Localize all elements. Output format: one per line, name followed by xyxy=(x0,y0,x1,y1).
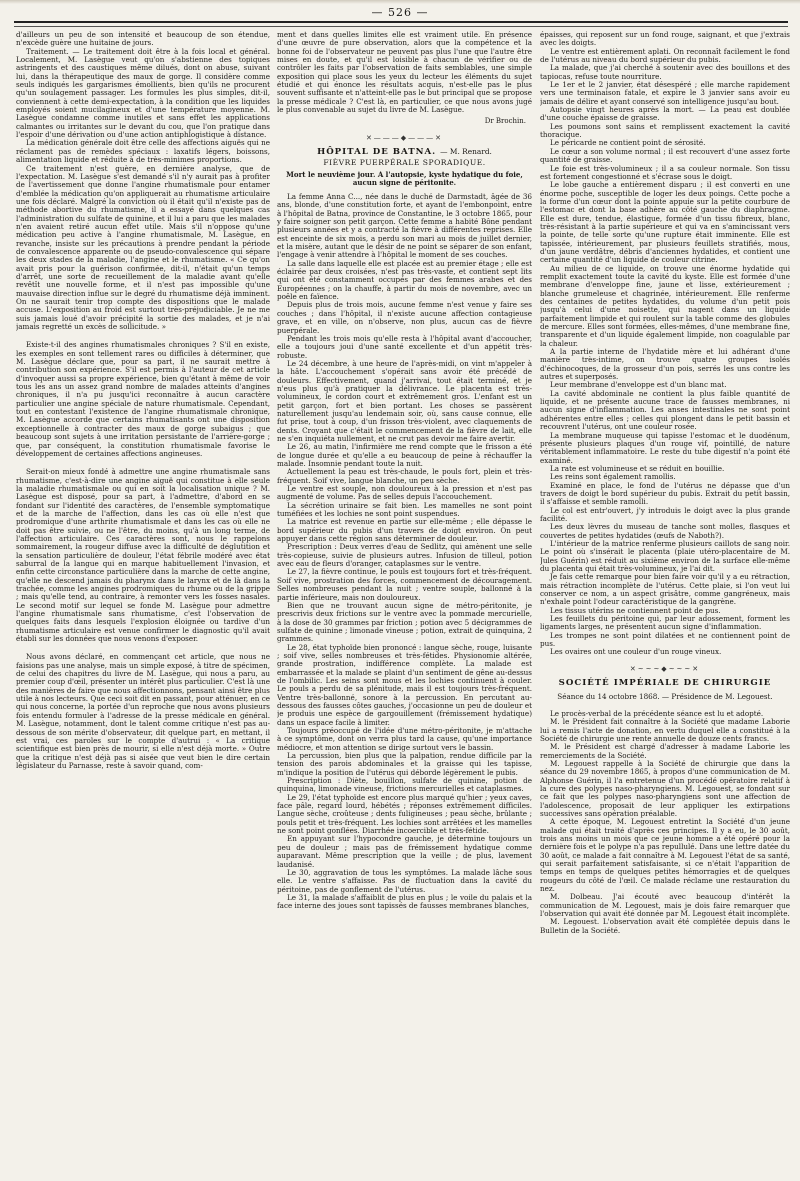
paragraph: Ce traitement n'est guère, en dernière analyse, que de l'expectation. M. Lasègue s'est demandé s'il n'y aurait pas à profiter de l'avertissement que donne l'angine rhumatismale pour entamer d'emblée la médication qu'on appliquerait au rhumatisme articulaire une fois déclaré. Malgré la conviction où il était qu'il n'existe pas de méthode abortive du rhumatisme, il a essayé dans quelques cas l'administration du sulfate de quinine, et il lui a paru que les malades n'en avaient retiré aucun effet utile. Mais s'il n'oppose qu'une médication peu active à l'angine rhumatismale, M. Lasègue, en revanche, insiste sur les précautions à prendre pendant la période de convalescence apparente ou de pseudo-convalescence qui sépare les deux stades de la maladie, l'angine et le rhumatisme. « Ce qu'on avait pris pour la guérison confirmée, dit-il, n'était qu'un temps d'arrêt, une sorte de recueillement de la maladie avant qu'elle revêtît une nouvelle forme, et il n'est pas impossible qu'une mauvaise direction influe sur le degré du rhumatisme déjà imminent. On ne saurait tenir trop compte des dispositions que le malade accuse. L'exposition au froid est surtout très-préjudiciable. Je ne me suis jamais loué d'avoir précipité la sortie des malades, et je n'ai jamais regretté un excès de sollicitude. » xyxy=(16,163,270,332)
paragraph: La matrice est revenue en partie sur elle-même ; elle dépasse le bord supérieur du pubis d'un travers de doigt environ. On peut appuyer dans cette région sans déterminer de douleur. xyxy=(277,517,532,544)
paragraph: La membrane muqueuse qui tapisse l'estomac et le duodénum, présente plusieurs plaques d'un rouge vif, pointillé, de nature véritablement inflammatoire. Le reste du tube digestif n'a point été examiné. xyxy=(540,430,790,465)
paragraph: Le 24 décembre, à une heure de l'après-midi, on vint m'appeler à la hâte. L'accouchement s'opérait sans avoir été précédé de douleurs. Effectivement, quand j'arrivai, tout était terminé, et je n'eus plus qu'à pratiquer la délivrance. Le placenta est très-volumineux, le cordon court et extrêmement gros. L'enfant est un petit garçon, fort et bien portant. Les choses se passèrent naturellement jusqu'au lendemain soir, où, sans cause connue, elle fut prise, tout à coup, d'un frisson très-violent, avec claquements de dents. Croyant que c'était le commencement de la fièvre de lait, elle ne s'en inquiéta nullement, et ne crut pas devoir me faire avertir. xyxy=(277,358,532,443)
paragraph: Les feuillets du péritoine qui, par leur adossement, forment les ligaments larges, ne présentent aucun signe d'inflammation. xyxy=(540,614,790,632)
paragraph: Nous avons déclaré, en commençant cet article, que nous ne faisions pas une analyse, mais un simple exposé, à titre de spécimen, de celui des chapitres du livre de M. Lasègue, qui nous a paru, au premier coup d'œil, présenter un intérêt plus particulier. C'est là une des manières de faire que nous affectionnons, pensant ainsi être plus utile à nos lecteurs. Que ceci soit dit en passant, pour atténuer, en ce qui nous concerne, la portée d'un reproche que nous avons plusieurs fois entendu formuler à l'adresse de la presse médicale en général. M. Lasègue, notamment, dont le talent comme critique n'est pas au-dessous de son mérite d'observateur, dit quelque part, en mettant, il est vrai, ces paroles sur le compte d'autrui : « La critique scientifique est bien près de mourir, si elle n'est déjà morte. » Outre que la critique n'est déjà pas si aisée que veut bien le dire certain législateur du Parnasse, reste à savoir quand, com- xyxy=(16,652,270,770)
paragraph: M. Legouest. L'observation avait été complétée depuis dans le Bulletin de la Société. xyxy=(540,917,790,935)
paragraph: Au milieu de ce liquide, on trouve une énorme hydatide qui remplit exactement toute la cavité du kyste. Elle est formée d'une membrane d'enveloppe fine, jaune et lisse, extérieurement ; blanche grumeleuse et chagrinée, intérieurement. Elle renferme des centaines de petites hydatides, du volume d'un petit pois jusqu'à celui d'une noisette, qui nagent dans un liquide parfaitement limpide et qui roulent sur la table comme des globules de mercure. Elles sont formées, elles-mêmes, d'une membrane fine, transparente et d'un liquide également limpide, non coagulable par la chaleur. xyxy=(540,263,790,348)
paragraph: Le 29, l'état typhoïde est encore plus marqué qu'hier ; yeux caves, face pâle, regard lourd, hébétés ; réponses extrêmement difficiles. Langue sèche, croûteuse ; dents fuligineuses ; peau sèche, brûlante ; pouls petit et très-fréquent. Les lochies sont arrêtées et les mamelles ne sont point gonflées. Diarrhée incoercible et très-fétide. xyxy=(277,792,532,836)
section-title: HÔPITAL DE BATNA. xyxy=(317,147,437,158)
paragraph: Le 28, état typhoïde bien prononcé : langue sèche, rouge, luisante ; soif vive, selles nombreuses et très-fétides. Physionomie altérée, grande prostration, indifférence complète. La malade est embarrassée et la malade se plaint d'un sentiment de gêne au-dessus de l'ombilic. Les seins sont mous et les lochies continuent à couler. Le pouls a perdu de sa plénitude, mais il est toujours très-fréquent. Ventre très-ballonné, sonore à la percussion. En percutant au-dessous des fausses côtes gauches, j'occasionne un peu de douleur et je produis une espèce de gargouillement (frémissement hydatique) dans un espace facile à limiter. xyxy=(277,642,532,727)
paragraph: Prescription : Diète, bouillon, sulfate de quinine, potion de quinquina, limonade vineuse, frictions mercurielles et cataplasmes. xyxy=(277,776,532,794)
paragraph: Je fais cette remarque pour bien faire voir qu'il y a eu rétraction, mais rétraction incomplète de l'utérus. Cette plaie, si l'on veut lui conserver ce nom, a un aspect grisâtre, comme gangréneux, mais n'exhale point l'odeur caractéristique de la gangrène. xyxy=(540,572,790,607)
case-title: Mort le neuvième jour. A l'autopsie, kyste hydatique du foie, aucun signe de péritonite. xyxy=(286,169,523,188)
session-line: Séance du 14 octobre 1868. — Présidence de M. Legouest. xyxy=(557,692,773,702)
paragraph-traitement: Traitement. — Le traitement doit être à la fois local et général. Localement, M. Lasègue veut qu'on s'abstienne des topiques astringents et des caustiques même dilués, dont on abuse, suivant lui, dans la thérapeutique des maux de gorge. Il considère comme seuls indiqués les gargarismes émollients, bien qu'ils ne procurent qu'un soulagement passager. Les formules les plus simples, dit-il, conviennent à cette demi-expectation, à la condition que les liquides employés soient mucilagineux et d'une température moyenne. M. Lasègue condamne comme inutiles et sans effet les applications calmantes ou irritantes sur le devant du cou, que l'on pratique dans l'espoir d'une dérivation ou d'une action antiphlogistique à distance. xyxy=(16,46,270,140)
section-author: — M. Renard. xyxy=(440,147,492,157)
paragraph: Le ventre est souple, non douloureux à la pression et n'est pas augmenté de volume. Pas de selles depuis l'accouchement. xyxy=(277,484,532,502)
section-heading: SOCIÉTÉ IMPÉRIALE DE CHIRURGIE xyxy=(558,678,772,689)
author-signature: Dr Brochin. xyxy=(484,117,526,126)
paragraph: La sécrétion urinaire se fait bien. Les mamelles ne sont point tuméfiées et les lochies ne sont point suspendues. xyxy=(277,500,532,519)
paragraph: A la partie interne de l'hydatide mère et lui adhérant d'une manière très-intime, on trouve quatre groupes isolés d'échinocoques, de la grosseur d'un pois, serrés les uns contre les autres et superposés. xyxy=(540,347,790,382)
paragraph: La médication générale doit être celle des affections aiguës qui ne réclament pas de remèdes spéciaux : laxatifs légers, boissons, alimentation liquide et réduite à de très-minimes proportions. xyxy=(16,138,270,165)
paragraph: Existe-t-il des angines rhumatismales chroniques ? S'il en existe, les exemples en sont tellement rares ou difficiles à déterminer, que M. Lasègue déclare que, pour sa part, il ne saurait mettre à contribution son expérience. S'il est permis à l'auteur de cet article d'invoquer aussi sa propre expérience, bien qu'étant à même de voir tous les ans un assez grand nombre de malades atteints d'angines chroniques, il n'a pu jusqu'ici reconnaître à aucun caractère particulier une angine spéciale de nature rhumatismale. Cependant, tout en contestant l'existence de l'angine rhumatismale chronique, M. Lasègue accorde que certains rhumatisants ont une disposition exceptionnelle à contracter des maux de gorge subaigus ; que beaucoup sont sujets à une irritation persistante de l'arrière-gorge ; que, par conséquent, la constitution rhumatismale favorise le développement de certaines affections angineuses. xyxy=(16,340,270,458)
paragraph: Leur membrane d'enveloppe est d'un blanc mat. xyxy=(550,380,727,390)
paragraph: Les tissus utérins ne contiennent point de pus. xyxy=(550,605,721,615)
paragraph: A cette époque, M. Legouest entretint la Société d'un jeune malade qui était traité d'après ces principes. Il y a eu, le 30 août, trois ans moins un mois que ce jeune homme a été opéré pour la dernière fois et le polype n'a pas repullulé. Dans une lettre datée du 30 août, ce malade a fait connaître à M. Legouest l'état de sa santé, qui serait parfaitement satisfaisante, si ce n'était l'apparition de temps en temps de quelques petites hémorragies et de quelques rougeurs du côté de l'œil. Ce malade réclame une restauration du nez. xyxy=(540,817,790,894)
paragraph: Les ovaires ont une couleur d'un rouge vineux. xyxy=(550,647,722,657)
paragraph: Le cœur a son volume normal ; il est recouvert d'une assez forte quantité de graisse. xyxy=(540,146,790,165)
paragraph: épaisses, qui reposent sur un fond rouge, saignant, et que j'extrais avec les doigts. xyxy=(540,31,790,48)
section-ornament: ✕~~~◆~~~✕ xyxy=(629,664,701,673)
paragraph: Le 1er et le 2 janvier, état désespéré ; elle marche rapidement vers une terminaison fatale, et expire le 3 janvier sans avoir eu jamais de délire et ayant conservé son intelligence jusqu'au bout. xyxy=(540,80,790,106)
header-rule-thick xyxy=(14,21,788,23)
paragraph: Le foie est très-volumineux ; il a sa couleur normale. Son tissu est fortement congestionné et s'écrase sous le doigt. xyxy=(540,163,790,181)
paragraph: M. le Président est chargé d'adresser à madame Laborie les remerciements de la Société. xyxy=(540,742,790,760)
paragraph: Les reins sont également ramollis. xyxy=(550,472,676,482)
header-rule-thin xyxy=(14,26,788,27)
paragraph: Le ventre est entièrement aplati. On reconnaît facilement le fond de l'utérus au niveau du bord supérieur du pubis. xyxy=(540,46,790,65)
section-subtitle: FIÈVRE PUERPÉRALE SPORADIQUE. xyxy=(323,158,486,168)
paragraph: Le 26, au matin, l'infirmière me rend compte que le frisson a été de longue durée et qu'elle a eu beaucoup de peine à réchauffer la malade. Insomnie pendant toute la nuit. xyxy=(277,442,532,468)
paragraph: Serait-on mieux fondé à admettre une angine rhumatismale sans rhumatisme, c'est-à-dire une angine aiguë qui constitue à elle seule la maladie rhumatismale ou qui en soit la localisation unique ? M. Lasègue est disposé, pour sa part, à l'admettre, d'abord en se fondant sur l'identité des caractères, de l'ensemble symptomatique et de la marche de l'affection, dans les cas où elle n'est que prodromique d'une arthrite rhumatismale et dans les cas où elle ne doit pas être suivie, ou ne l'être, du moins, qu'à un long terme, de l'affection articulaire. Ces caractères sont, nous le rappelons sommairement, la rougeur diffuse avec la difficulté de déglutition et la sensation particulière de douleur, l'état fébrile modéré avec état saburral de la langue qui en marque habituellement l'invasion, et enfin cette circonstance particulière dans la marche de cette angine, qu'elle ne descend jamais du pharynx dans le larynx et de là dans la trachée, comme les angines prodromiques du rhume ou de la grippe ; mais qu'elle tend, au contraire, à remonter vers les fosses nasales. Le second motif sur lequel se fonde M. Lasègue pour admettre l'angine rhumatismale sans rhumatisme, c'est l'observation de quelques faits dans lesquels l'explosion éloignée ou tardive d'un rhumatisme articulaire est venue confirmer le diagnostic qu'il avait établi sur les données que nous venons d'exposer. xyxy=(16,467,270,644)
paragraph: L'intérieur de la matrice renferme plusieurs caillots de sang noir. Le point où s'insérait le placenta (plaie utéro-placentaire de M. Jules Guérin) est réduit au sixième environ de la surface elle-même du placenta qui était très-volumineux, je l'ai dit. xyxy=(540,538,790,573)
paragraph: La malade, que j'ai cherché à soutenir avec des bouillons et des tapiocas, refuse toute nourriture. xyxy=(540,63,790,81)
paragraph: Le lobe gauche a entièrement disparu ; il est converti en une énorme poche, susceptible de loger les deux poings. Cette poche a la forme d'un cœur dont la pointe appuie sur la petite courbure de l'estomac et dont la base adhère au côté gauche du diaphragme. Elle est dure, tendue, élastique, formée d'un tissu fibreux, blanc, très-résistant à la partie supérieure et qui va en s'amincissant vers la pointe, de telle sorte qu'une rupture était imminente. Elle est tapissée, intérieurement, par plusieurs feuillets stratifiés, mous, d'un jaune verdâtre, débris d'anciennes hydatides, et contient une certaine quantité d'un liquide de couleur citrine. xyxy=(540,180,790,265)
paragraph: La percussion, bien plus que la palpation, rendue difficile par la tension des parois abdominales et la graisse qui les tapisse, m'indique la position de l'utérus qui déborde légèrement le pubis. xyxy=(277,751,532,777)
paragraph: Actuellement la peau est très-chaude, le pouls fort, plein et très-fréquent. Soif vive, langue blanche, un peu sèche. xyxy=(277,467,532,485)
paragraph: Depuis plus de trois mois, aucune femme n'est venue y faire ses couches ; dans l'hôpital, il n'existe aucune affection contagieuse grave, et en ville, on n'observe, non plus, aucun cas de fièvre puerpérale. xyxy=(277,300,532,335)
paragraph: Examiné en place, le fond de l'utérus ne dépasse que d'un travers de doigt le bord supérieur du pubis. Extrait du petit bassin, il s'affaisse et semble ramolli. xyxy=(540,480,790,507)
paragraph: En appuyant sur l'hypocondre gauche, je détermine toujours un peu de douleur ; mais pas de frémissement hydatique comme auparavant. Même prescription que la veille ; de plus, lavement laudanisé. xyxy=(277,834,532,869)
paragraph: Les deux lèvres du museau de tanche sont molles, flasques et couvertes de petites hydatides (œufs de Naboth?). xyxy=(540,522,790,540)
paragraph: La femme Anna C..., née dans le duché de Darmstadt, âgée de 36 ans, blonde, d'une constitution forte, et ayant de l'embonpoint, entre à l'hôpital de Batna, province de Constantine, le 3 octobre 1865, pour y faire soigner son petit garçon. Cette femme a habité Bône pendant plusieurs années et y a contracté la fièvre à différentes reprises. Elle est enceinte de six mois, a perdu son mari au mois de juillet dernier, et la misère, autant que le désir de ne point se séparer de son enfant, l'engage à venir attendre à l'hôpital le moment de ses couches. xyxy=(277,192,532,260)
paragraph: Autopsie vingt heures après la mort. — La peau est doublée d'une couche épaisse de graisse. xyxy=(540,105,790,123)
paragraph: Le 27, la fièvre continue, le pouls est toujours fort et très-fréquent. Soif vive, prostration des forces, commencement de découragement. Selles nombreuses pendant la nuit ; ventre souple, ballonné à la partie inférieure, mais non douloureux. xyxy=(277,567,532,602)
paragraph: La cavité abdominale ne contient la plus faible quantité de liquide, et ne présente aucune trace de fausses membranes, ni aucun signe d'inflammation. Les anses intestinales ne sont point adhérentes entre elles ; celles qui plongent dans le petit bassin et recouvrent l'utérus, ont une couleur rosée. xyxy=(540,388,790,432)
paragraph: M. Legouest rappelle à la Société de chirurgie que dans la séance du 29 novembre 1865, à propos d'une communication de M. Alphonse Guérin, il l'a entretenue d'un procédé opératoire relatif à la cure des polypes naso-pharyngiens. M. Legouest, se fondant sur ce fait que les polypes naso-pharyngiens sont une affection de l'adolescence, proposait de leur appliquer les extirpations successives sans opération préalable. xyxy=(540,758,790,818)
paragraph: Prescription : Deux verres d'eau de Sedlitz, qui amènent une selle très-copieuse, suivie de plusieurs autres. Infusion de tilleul, potion avec eau de fleurs d'oranger, cataplasmes sur le ventre. xyxy=(277,542,532,569)
paragraph: M. Dolbeau. J'ai écouté avec beaucoup d'intérêt la communication de M. Legouest, mais je dois faire remarquer que l'observation qui avait été donnée par M. Legouest était incomplète. xyxy=(540,892,790,919)
paragraph: Le col est entr'ouvert, j'y introduis le doigt avec la plus grande facilité. xyxy=(540,505,790,523)
paragraph: Pendant les trois mois qu'elle resta à l'hôpital avant d'accoucher, elle a toujours joui d'une santé excellente et d'un appétit très-robuste. xyxy=(277,333,532,360)
paragraph: La salle dans laquelle elle est placée est au premier étage ; elle est éclairée par deux croisées, n'est pas très-vaste, et contient sept lits qui ont été constamment occupés par des femmes arabes et des Européennes ; on la chauffe, à partir du mois de novembre, avec un poêle en faïence. xyxy=(277,258,532,302)
scan-edge-shadow xyxy=(0,0,800,4)
paragraph: Les trompes ne sont point dilatées et ne contiennent point de pus. xyxy=(540,630,790,649)
paragraph: Le 30, aggravation de tous les symptômes. La malade lâche sous elle. Le ventre s'affaisse. Pas de fluctuation dans la cavité du péritoine, pas de gonflement de l'utérus. xyxy=(277,867,532,894)
paragraph: Le péricarde ne contient point de sérosité. xyxy=(550,138,706,148)
column-2 xyxy=(277,31,532,1177)
column-3 xyxy=(540,31,790,1177)
section-ornament: ✕———◆———✕ xyxy=(365,133,444,142)
paragraph: Bien que ne trouvant aucun signe de métro-péritonite, je prescrivis deux frictions sur le ventre avec la pommade mercurielle, à la dose de 30 grammes par friction ; potion avec 5 décigrammes de sulfate de quinine ; limonade vineuse ; potion, extrait de quinquina, 2 grammes. xyxy=(277,600,532,644)
page-number: — 526 — xyxy=(371,6,429,19)
paragraph: M. le Président fait connaître à la Société que madame Laborie lui a remis l'acte de donation, en vertu duquel elle a constitué à la Société de chirurgie une rente annuelle de douze cents francs. xyxy=(540,717,790,743)
paragraph: La rate est volumineuse et se réduit en bouillie. xyxy=(550,463,725,473)
paragraph: Toujours préoccupé de l'idée d'une métro-péritonite, je m'attache à ce symptôme, dont on verra plus tard la cause, qu'une importance médiocre, et mon attention se dirige surtout vers le bassin. xyxy=(277,726,532,752)
paragraph: d'ailleurs un peu de son intensité et beaucoup de son étendue, n'excède guère une huitaine de jours. xyxy=(16,31,270,48)
paragraph: Le 31, la malade s'affaiblit de plus en plus ; le voile du palais et la face interne des joues sont tapissés de fausses membranes blanches, xyxy=(277,892,532,911)
paragraph: Le procès-verbal de la précédente séance est lu et adopté. xyxy=(550,708,764,718)
section-heading xyxy=(277,148,532,156)
paragraph: Les poumons sont sains et remplissent exactement la cavité thoracique. xyxy=(540,121,790,140)
column-1 xyxy=(16,31,270,1177)
paragraph: ment et dans quelles limites elle est vraiment utile. En présence d'une œuvre de pure observation, alors que la compétence et la bonne foi de l'observateur ne peuvent pas plus l'une que l'autre être mises en doute, et qu'il est loisible à chacun de vérifier ou de contrôler les faits par l'observation de faits semblables, une simple exposition qui place sous les yeux du lecteur les éléments du sujet étudié et qui énonce les résultats acquis, n'est-elle pas le plus souvent suffisante et n'atteint-elle pas le but principal que se propose la presse médicale ? C'est là, en particulier, ce que nous avons jugé le plus convenable au sujet du livre de M. Lasègue. xyxy=(277,31,532,115)
